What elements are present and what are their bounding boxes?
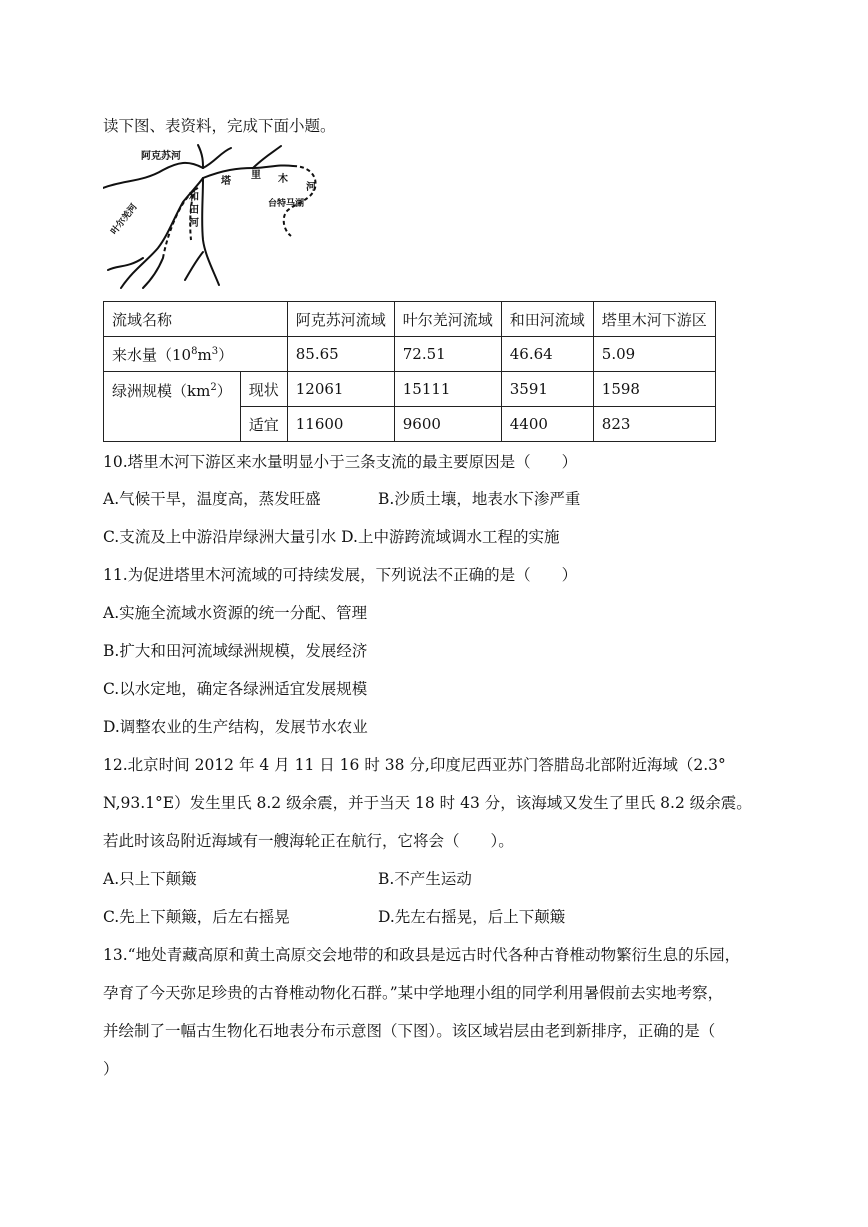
- q13-stem-line2: 孕育了今天弥足珍贵的古脊椎动物化石群。”某中学地理小组的同学利用暑假前去实地考察，: [103, 984, 724, 1002]
- hotan-river-line: [202, 178, 219, 285]
- table-row-inflow: [104, 337, 716, 372]
- q10-stem: 10.塔里木河下游区来水量明显小于三条支流的最主要原因是（ ）: [103, 453, 578, 471]
- table-row-oasis-current: [104, 372, 716, 407]
- table-cell: 5.09: [593, 337, 715, 372]
- yarkand-trib2-line: [143, 258, 163, 288]
- map-label-tarim-1: 塔: [221, 176, 231, 187]
- basin-data-table: [103, 301, 716, 442]
- oasis-label-cell: 绿洲规模$(km^2)$: [104, 372, 241, 442]
- map-label-hotan-3: 河: [189, 218, 199, 229]
- inflow-label-cell: 来水量$(10^8m^3)$: [104, 337, 288, 372]
- table-cell: 9600: [394, 407, 501, 442]
- map-label-hotan-1: 和: [189, 192, 199, 203]
- table-cell: 1598: [593, 372, 715, 407]
- table-cell: 823: [593, 407, 715, 442]
- map-label-tarim-3: 木: [278, 174, 288, 185]
- table-cell: 46.64: [501, 337, 593, 372]
- aksu-branch-line: [198, 145, 203, 168]
- q10-option-a: A.气候干旱，温度高，蒸发旺盛: [103, 490, 321, 508]
- aksu-branch2-line: [203, 148, 231, 168]
- q12-stem-line2: N,93.1°E）发生里氏 8.2 级余震，并于当天 18 时 43 分，该海域又发生了里氏 8.2 级余震。: [103, 794, 752, 812]
- table-cell: 4400: [501, 407, 593, 442]
- q10-option-b: B.沙质土壤，地表水下渗严重: [378, 490, 581, 508]
- q10-option-cd: C.支流及上中游沿岸绿洲大量引水 D.上中游跨流域调水工程的实施: [103, 528, 560, 546]
- tarim-river-upper-line: [253, 146, 281, 168]
- map-label-aksu: 阿克苏河: [141, 151, 181, 162]
- table-cell: 72.51: [394, 337, 501, 372]
- q11-stem: 11.为促进塔里木河流域的可持续发展，下列说法不正确的是（ ）: [103, 566, 578, 584]
- table-cell: 11600: [287, 407, 394, 442]
- table-header-cell: 塔里木河下游区: [593, 302, 715, 337]
- suitable-label-cell: 适宜: [240, 407, 287, 442]
- q13-stem-line4: ）: [103, 1060, 119, 1078]
- table-cell: 3591: [501, 372, 593, 407]
- table-header-cell: 和田河流域: [501, 302, 593, 337]
- q12-option-b: B.不产生运动: [378, 870, 472, 888]
- map-label-yarkand: 叶尔羌河: [109, 202, 140, 237]
- q11-option-b: B.扩大和田河流域绿洲规模，发展经济: [103, 642, 368, 660]
- table-header-cell: 流域名称: [104, 302, 288, 337]
- q12-stem-line3: 若此时该岛附近海域有一艘海轮正在航行，它将会（ ）。: [103, 832, 514, 850]
- q11-option-c: C.以水定地，确定各绿洲适宜发展规模: [103, 680, 368, 698]
- map-label-taitema: 台特马湖: [268, 199, 305, 209]
- table-header-cell: 叶尔羌河流域: [394, 302, 501, 337]
- q12-option-c: C.先上下颠簸，后左右摇晃: [103, 908, 290, 926]
- hotan-trib-line: [185, 252, 203, 280]
- table-header-row: [104, 302, 716, 337]
- q11-option-a: A.实施全流域水资源的统一分配、管理: [103, 604, 368, 622]
- q11-option-d: D.调整农业的生产结构，发展节水农业: [103, 718, 368, 736]
- table-cell: 85.65: [287, 337, 394, 372]
- map-label-tarim-4: 河: [306, 182, 316, 193]
- tarim-river-map: [103, 140, 343, 290]
- table-header-cell: 阿克苏河流域: [287, 302, 394, 337]
- q12-option-a: A.只上下颠簸: [103, 870, 197, 888]
- q12-stem-line1: 12.北京时间 2012 年 4 月 11 日 16 时 38 分,印度尼西亚苏门答腊岛北部附近海域（2.3°: [103, 756, 726, 774]
- table-cell: 15111: [394, 372, 501, 407]
- current-label-cell: 现状: [240, 372, 287, 407]
- intro-text: 读下图、表资料，完成下面小题。: [103, 117, 336, 135]
- q12-option-d: D.先左右摇晃，后上下颠簸: [378, 908, 566, 926]
- map-label-hotan-2: 田: [189, 205, 199, 216]
- q13-stem-line1: 13.“地处青藏高原和黄土高原交会地带的和政县是远古时代各种古脊椎动物繁衍生息的乐园，: [103, 946, 741, 964]
- q13-stem-line3: 并绘制了一幅古生物化石地表分布示意图（下图）。该区域岩层由老到新排序，正确的是（: [103, 1022, 716, 1040]
- map-label-tarim-2: 里: [251, 170, 261, 181]
- aksu-river-line: [103, 163, 203, 188]
- table-cell: 12061: [287, 372, 394, 407]
